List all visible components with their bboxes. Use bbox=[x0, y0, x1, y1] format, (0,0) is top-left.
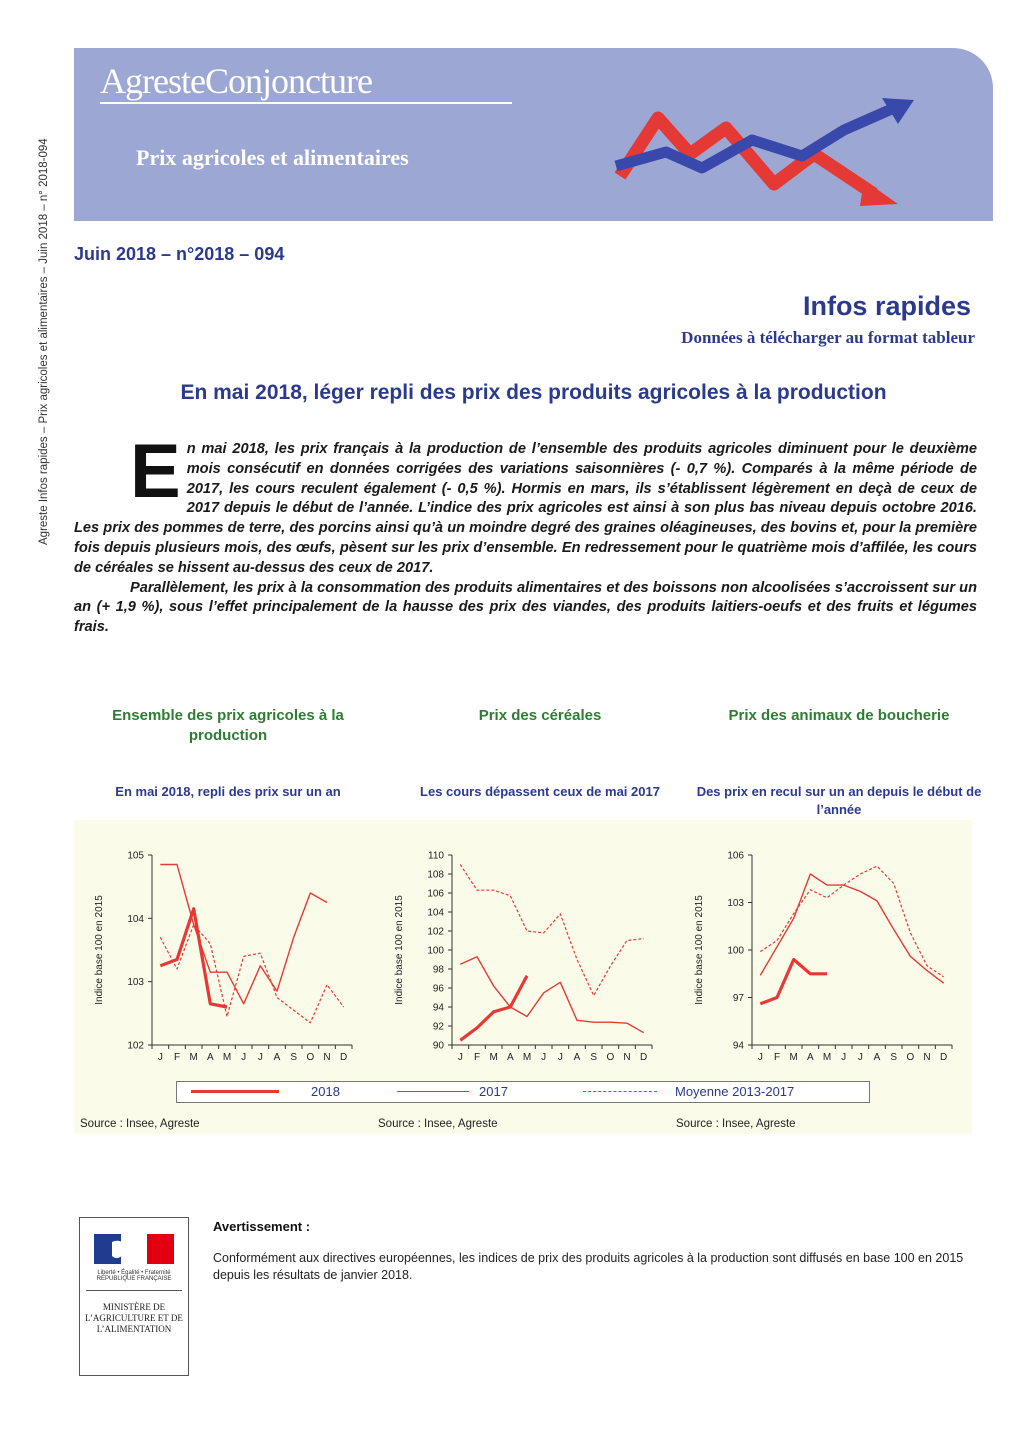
chart-3-heading: Prix des animaux de boucherie bbox=[728, 707, 950, 724]
side-reference: Agreste Infos rapides – Prix agricoles et alimentaires – Juin 2018 – n° 2018-094 bbox=[38, 138, 50, 545]
y-tick-label: 102 bbox=[427, 926, 444, 938]
series-line-2018 bbox=[760, 960, 827, 1004]
chart-1-heading: Ensemble des prix agricoles à la production bbox=[112, 707, 344, 744]
x-tick-label: D bbox=[940, 1052, 948, 1063]
x-tick-label: D bbox=[640, 1052, 648, 1063]
y-tick-label: 103 bbox=[127, 977, 144, 989]
y-tick-label: 110 bbox=[428, 850, 444, 862]
x-tick-label: M bbox=[222, 1052, 232, 1063]
x-tick-label: J bbox=[257, 1052, 263, 1063]
download-link[interactable]: Données à télécharger au format tableur bbox=[681, 328, 975, 347]
x-tick-label: J bbox=[541, 1052, 547, 1063]
x-tick-label: F bbox=[473, 1052, 481, 1063]
x-tick-label: J bbox=[857, 1052, 863, 1063]
series-line-moyenne-2013-2017 bbox=[160, 925, 343, 1023]
y-tick-label: 106 bbox=[727, 850, 744, 862]
x-tick-label: J bbox=[841, 1052, 847, 1063]
series-title: Infos rapides bbox=[802, 291, 971, 321]
y-tick-label: 104 bbox=[127, 913, 144, 925]
legend-average-line bbox=[583, 1091, 657, 1092]
banner-subtitle: Prix agricoles et alimentaires bbox=[136, 145, 409, 170]
chart-legend bbox=[176, 1081, 870, 1103]
y-tick-label: 105 bbox=[127, 850, 144, 862]
chart-3-subtitle: Des prix en recul sur un an depuis le début de l’année bbox=[696, 784, 982, 817]
x-tick-label: S bbox=[290, 1052, 298, 1063]
x-tick-label: N bbox=[323, 1052, 331, 1063]
x-tick-label: N bbox=[623, 1052, 631, 1063]
warning-text: Conformément aux directives européennes, les indices de prix des produits agricoles à la production sont diffusés en base 100 en 2015 depuis les résultats de janvier 2018. bbox=[213, 1251, 964, 1282]
x-tick-label: D bbox=[340, 1052, 348, 1063]
y-tick-label: 98 bbox=[432, 964, 444, 976]
chart-3-source: Source : Insee, Agreste bbox=[676, 1118, 796, 1130]
y-tick-label: 106 bbox=[427, 888, 444, 900]
issue-number: Juin 2018 – n°2018 – 094 bbox=[74, 244, 285, 264]
x-tick-label: A bbox=[206, 1052, 214, 1063]
x-tick-label: S bbox=[890, 1052, 898, 1063]
x-tick-label: J bbox=[241, 1052, 247, 1063]
brand-underline bbox=[100, 102, 512, 104]
x-tick-label: A bbox=[506, 1052, 514, 1063]
x-tick-label: O bbox=[606, 1052, 615, 1063]
x-tick-label: S bbox=[590, 1052, 598, 1063]
x-tick-label: J bbox=[457, 1052, 463, 1063]
chart-ensemble bbox=[74, 820, 374, 1080]
y-tick-label: 96 bbox=[432, 983, 444, 995]
y-axis-label: Indice base 100 en 2015 bbox=[694, 895, 705, 1005]
x-tick-label: M bbox=[522, 1052, 532, 1063]
trend-arrows-icon bbox=[606, 96, 926, 206]
legend-2017-label: 2017 bbox=[479, 1084, 508, 1099]
drop-cap: E bbox=[130, 429, 181, 514]
x-tick-label: M bbox=[822, 1052, 832, 1063]
warning-title: Avertissement : bbox=[213, 1219, 311, 1234]
y-tick-label: 100 bbox=[727, 945, 744, 957]
logo-divider bbox=[86, 1290, 182, 1291]
republique-francaise-text: Liberté • Égalité • Fraternité RÉPUBLIQUE FRANÇAISE bbox=[96, 1270, 172, 1282]
y-tick-label: 94 bbox=[432, 1002, 444, 1014]
header-banner bbox=[74, 48, 993, 221]
y-tick-label: 90 bbox=[432, 1040, 444, 1052]
paragraph-1-text: n mai 2018, les prix français à la production de l’ensemble des produits agricoles diminuent pour le deuxième mois consécutif en données corrigées des variations saisonnières (- 0,7 %). Comparés à la même période de 2017, les cours reculent également (- 0,5 %). Hormis en mars, ils s’établissent légèrement en deçà de ceux de 2017 depuis le début de l’année. L’indice des prix agricoles est ainsi à son plus bas niveau depuis octobre 2016. Les prix des pommes de terre, des porcins ainsi qu’à un moindre degré des graines oléagineuses, des bovins et, pour la première fois depuis plusieurs mois, des œufs, pèsent sur les prix d’ensemble. En redressement pour le quatrième mois d’affilée, les cours de céréales se hissent au-dessus des ceux de 2017. bbox=[74, 441, 977, 576]
marianne-flag-icon bbox=[94, 1234, 174, 1264]
paragraph-1 bbox=[74, 429, 977, 579]
y-axis-label: Indice base 100 en 2015 bbox=[94, 895, 105, 1005]
x-tick-label: M bbox=[189, 1052, 198, 1063]
chart-1-subtitle: En mai 2018, repli des prix sur un an bbox=[115, 784, 341, 799]
article-body bbox=[74, 429, 977, 638]
y-tick-label: 104 bbox=[427, 907, 444, 919]
x-tick-label: M bbox=[489, 1052, 498, 1063]
y-axis-label: Indice base 100 en 2015 bbox=[394, 895, 405, 1005]
chart-cereales bbox=[374, 820, 674, 1080]
x-tick-label: N bbox=[923, 1052, 931, 1063]
x-tick-label: J bbox=[157, 1052, 163, 1063]
y-tick-label: 94 bbox=[732, 1040, 744, 1052]
brand-title: AgresteConjoncture bbox=[100, 61, 372, 101]
x-tick-label: A bbox=[873, 1052, 881, 1063]
y-tick-label: 102 bbox=[127, 1040, 144, 1052]
x-tick-label: F bbox=[173, 1052, 181, 1063]
legend-average-label: Moyenne 2013-2017 bbox=[675, 1084, 795, 1099]
ministry-name: MINISTÈRE DE L’AGRICULTURE ET DE L’ALIMENTATION bbox=[85, 1302, 183, 1334]
x-tick-label: A bbox=[573, 1052, 581, 1063]
headline: En mai 2018, léger repli des prix des produits agricoles à la production bbox=[180, 381, 887, 404]
x-tick-label: O bbox=[306, 1052, 315, 1063]
ministry-logo bbox=[79, 1217, 189, 1376]
chart-2-heading: Prix des céréales bbox=[478, 707, 602, 724]
x-tick-label: O bbox=[906, 1052, 915, 1063]
y-tick-label: 103 bbox=[727, 898, 744, 909]
x-tick-label: J bbox=[757, 1052, 763, 1063]
y-tick-label: 108 bbox=[427, 869, 444, 881]
y-tick-label: 97 bbox=[732, 993, 744, 1004]
series-line-2017 bbox=[460, 957, 643, 1033]
chart-boucherie bbox=[674, 820, 972, 1080]
series-line-2017 bbox=[760, 874, 943, 983]
x-tick-label: J bbox=[557, 1052, 563, 1063]
x-tick-label: A bbox=[273, 1052, 281, 1063]
chart-2-subtitle: Les cours dépassent ceux de mai 2017 bbox=[420, 784, 660, 799]
series-line-moyenne-2013-2017 bbox=[760, 866, 943, 977]
x-tick-label: M bbox=[789, 1052, 798, 1063]
y-tick-label: 100 bbox=[427, 945, 444, 957]
chart-2-source: Source : Insee, Agreste bbox=[378, 1118, 498, 1130]
y-tick-label: 92 bbox=[432, 1021, 444, 1033]
paragraph-2: Parallèlement, les prix à la consommation des produits alimentaires et des boissons non alcoolisées s’accroissent sur un an (+ 1,9 %), sous l’effet principalement de la hausse des prix des viandes, des produits laitiers-oeufs et des fruits et légumes frais. bbox=[74, 579, 977, 636]
legend-2018-label: 2018 bbox=[311, 1084, 340, 1099]
chart-1-source: Source : Insee, Agreste bbox=[80, 1118, 200, 1130]
x-tick-label: F bbox=[773, 1052, 781, 1063]
legend-2018-line bbox=[191, 1090, 279, 1093]
x-tick-label: A bbox=[806, 1052, 814, 1063]
legend-2017-line bbox=[397, 1091, 469, 1092]
